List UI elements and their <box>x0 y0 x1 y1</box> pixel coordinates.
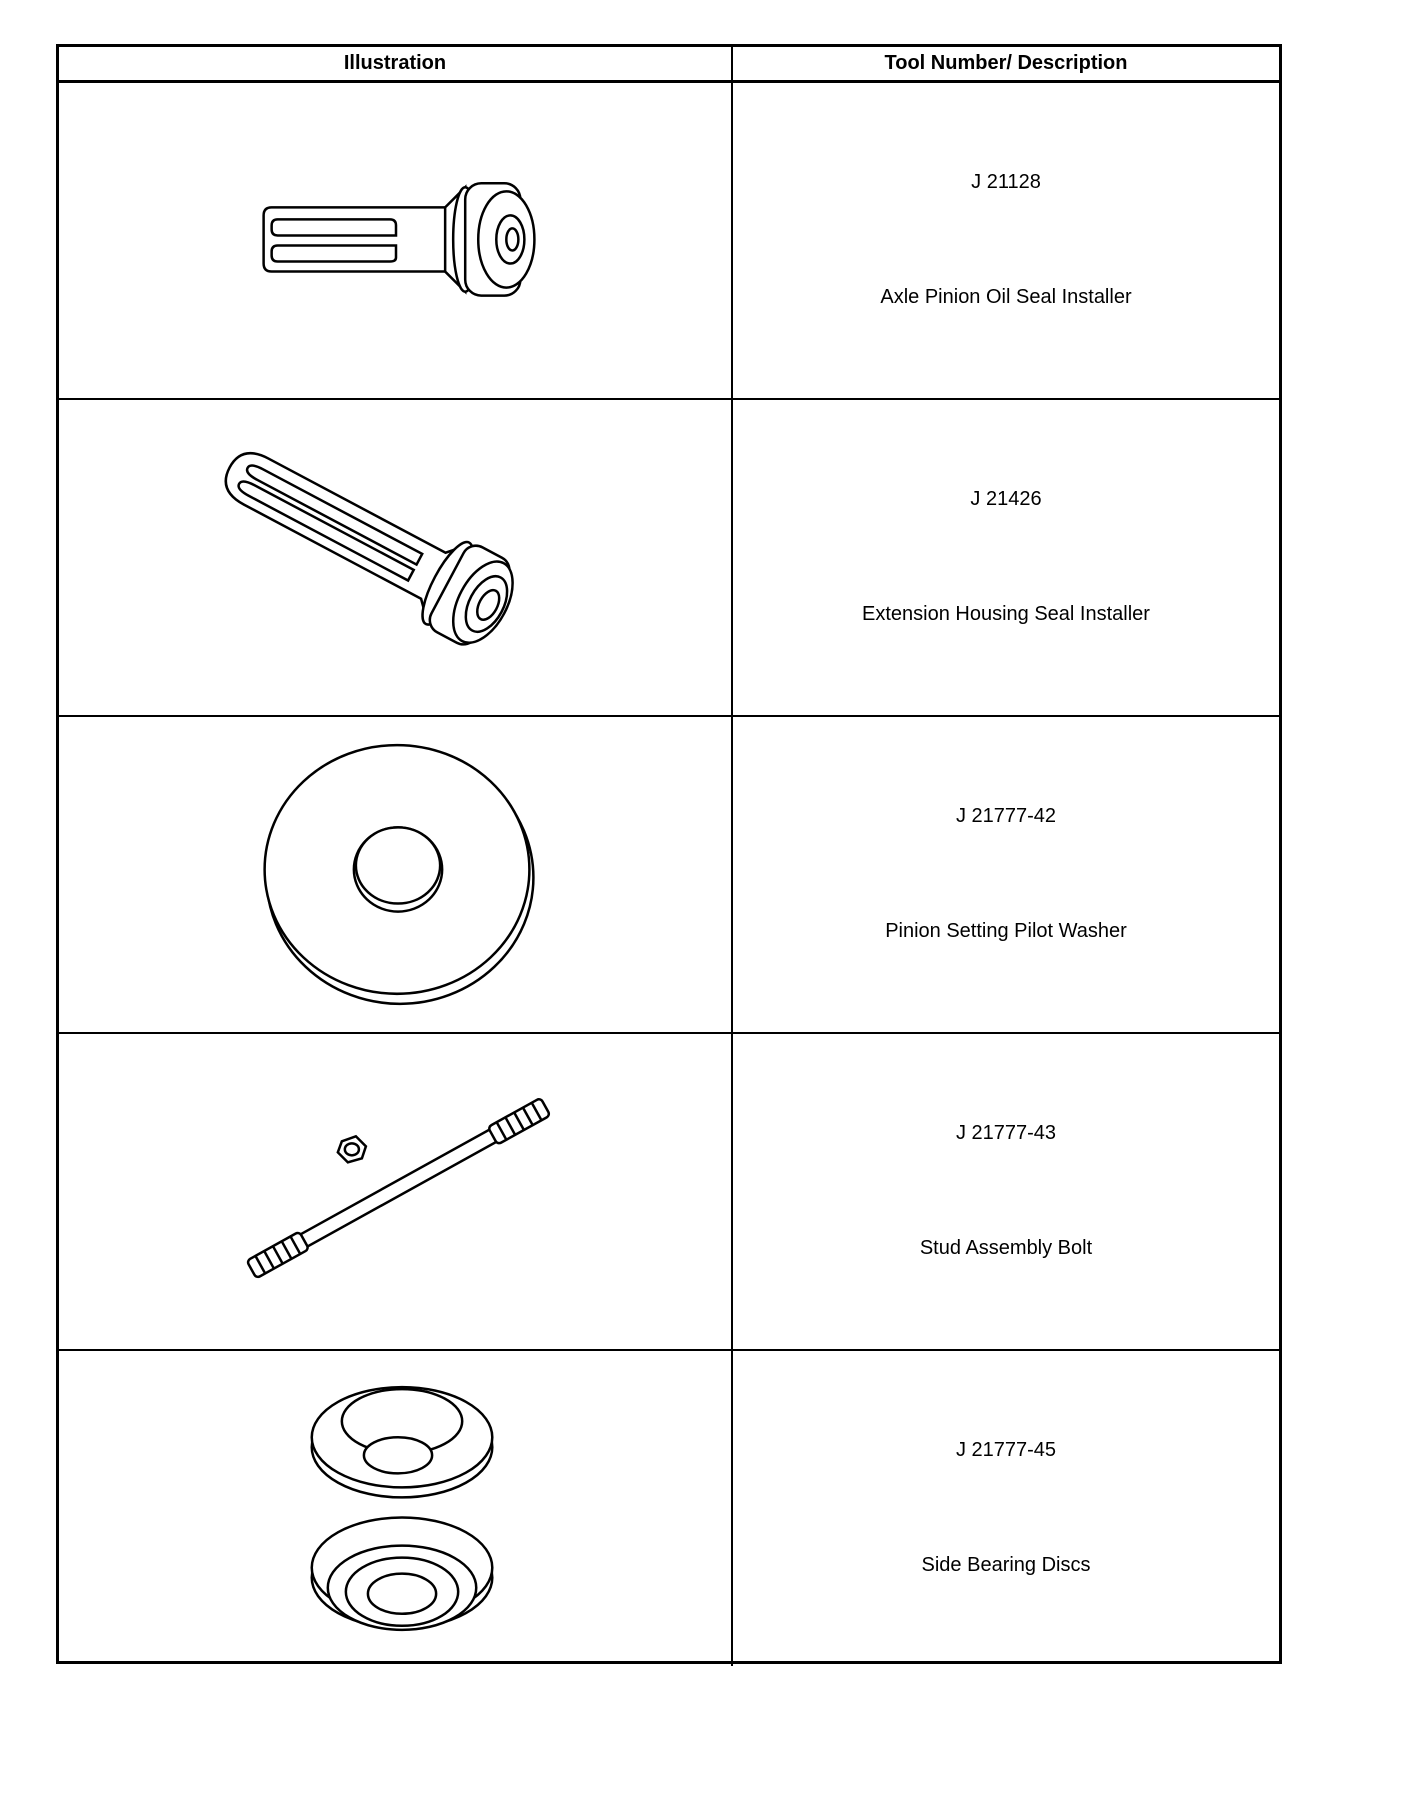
description-cell <box>733 83 1279 400</box>
pilot-washer-illustration <box>59 717 731 1032</box>
header-illustration: Illustration <box>59 47 733 83</box>
tool-number: J 21777-45 <box>955 1439 1057 1462</box>
illustration-cell <box>59 1351 733 1666</box>
tool-description: Extension Housing Seal Installer <box>862 603 1150 626</box>
tool-description: Axle Pinion Oil Seal Installer <box>880 286 1132 309</box>
illustration-cell <box>59 400 733 717</box>
tool-number: J 21128 <box>971 171 1041 194</box>
stud-bolt-illustration <box>59 1034 731 1349</box>
illustration-cell <box>59 1034 733 1351</box>
description-cell <box>733 400 1279 717</box>
tool-description: Pinion Setting Pilot Washer <box>885 920 1127 943</box>
description-cell <box>733 1351 1279 1666</box>
tool-number: J 21777-43 <box>955 1122 1057 1145</box>
oil-seal-installer-illustration <box>59 83 731 398</box>
tool-number: J 21426 <box>970 488 1042 511</box>
housing-seal-installer-illustration <box>59 400 731 715</box>
special-tools-table <box>56 44 1282 1664</box>
bearing-discs-illustration <box>59 1351 731 1666</box>
illustration-cell <box>59 83 733 400</box>
header-tool-description: Tool Number/ Description <box>733 47 1279 83</box>
tool-number: J 21777-42 <box>955 805 1057 828</box>
tool-description: Stud Assembly Bolt <box>919 1237 1093 1260</box>
illustration-cell <box>59 717 733 1034</box>
description-cell <box>733 1034 1279 1351</box>
description-cell <box>733 717 1279 1034</box>
tool-description: Side Bearing Discs <box>921 1554 1091 1577</box>
